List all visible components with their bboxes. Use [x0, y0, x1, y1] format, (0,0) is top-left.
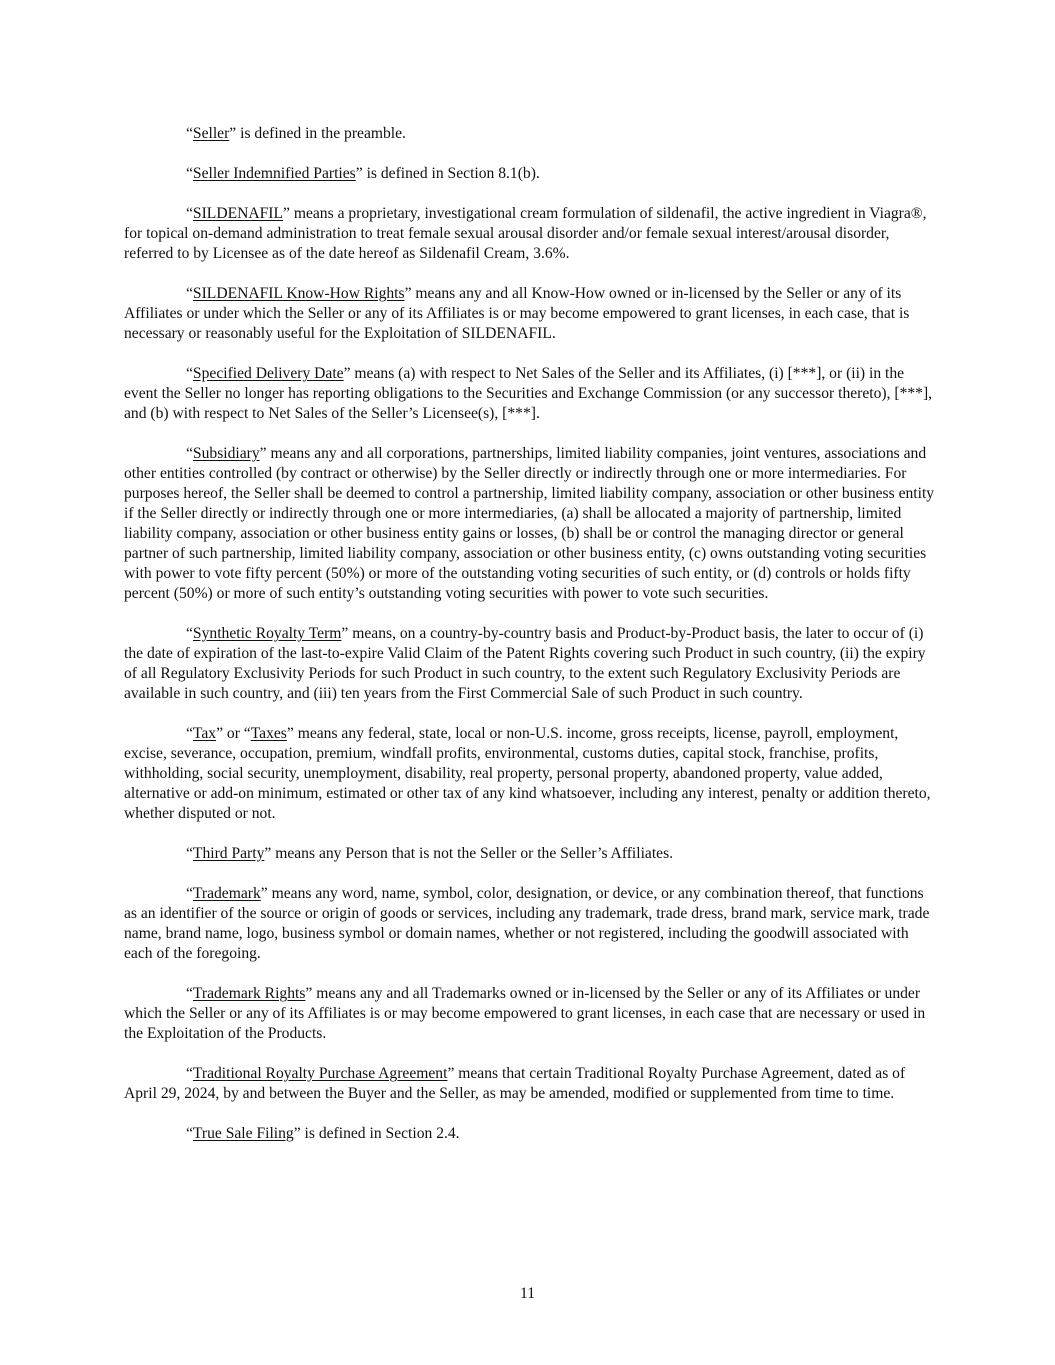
- page-number: 11: [519, 1285, 535, 1302]
- defined-term: SILDENAFIL Know-How Rights: [192, 285, 405, 302]
- definition-seller: “Seller” is defined in the preamble.: [186, 125, 406, 142]
- defined-term: Specified Delivery Date: [192, 365, 344, 382]
- defined-term: SILDENAFIL: [192, 205, 284, 222]
- definition-tax: “Tax” or “Taxes” means any federal, state, local or non-U.S. income, gross receipts, license, payroll, employment, excise, severance, occupation, premium, windfall profits, environmental, customs duties, capital stock, franchise, profits, withholding, social security, unemployment, disability, real property, personal property, abandoned property, value added, alternative or add-on minimum, estimated or other tax of any kind whatsoever, including any interest, penalty or addition thereto, whether disputed or not.: [124, 725, 931, 822]
- defined-term: Seller: [192, 125, 230, 142]
- defined-term: Trademark Rights: [192, 985, 306, 1002]
- defined-term: Synthetic Royalty Term: [192, 625, 342, 642]
- definition-trademark: “Trademark” means any word, name, symbol, color, designation, or device, or any combination thereof, that functions as an identifier of the source or origin of goods or services, including any trademark, trade dress, brand mark, service mark, trade name, brand name, logo, business symbol or domain names, whether or not registered, including the goodwill associated with each of the foregoing.: [124, 885, 930, 962]
- defined-term: True Sale Filing: [192, 1125, 294, 1142]
- definition-subsidiary: “Subsidiary” means any and all corporations, partnerships, limited liability companies, joint ventures, associations and other entities controlled (by contract or otherwise) by the Seller directly or indirectly through one or more intermediaries. For purposes hereof, the Seller shall be deemed to control a partnership, limited liability company, association or other business entity if the Seller directly or indirectly through one or more intermediaries, (a) shall be allocated a majority of partnership, limited liability company, association or other business entity gains or losses, (b) shall be or control the managing director or general partner of such partnership, limited liability company, association or other business entity, (c) owns outstanding voting securities with power to vote fifty percent (50%) or more of the outstanding voting securities of such entity, or (d) controls or holds fifty percent (50%) or more of such entity’s outstanding voting securities with power to vote such securities.: [124, 445, 935, 602]
- definition-third-party: “Third Party” means any Person that is not the Seller or the Seller’s Affiliates.: [186, 845, 674, 862]
- defined-term: Subsidiary: [192, 445, 260, 462]
- defined-term: Trademark: [192, 885, 261, 902]
- definition-seller-indemnified-parties: “Seller Indemnified Parties” is defined in Section 8.1(b).: [186, 165, 540, 182]
- defined-term: Third Party: [192, 845, 265, 862]
- defined-term: Traditional Royalty Purchase Agreement: [192, 1065, 448, 1082]
- defined-term: Taxes: [250, 725, 287, 742]
- defined-term: Seller Indemnified Parties: [192, 165, 356, 182]
- definition-synthetic-royalty-term: “Synthetic Royalty Term” means, on a country-by-country basis and Product-by-Product basis, the later to occur of (i) the date of expiration of the last-to-expire Valid Claim of the Patent Rights covering such Product in such country, (ii) the expiry of all Regulatory Exclusivity Periods for such Product in such country, to the extent such Regulatory Exclusivity Periods are available in such country, and (iii) ten years from the First Commercial Sale of such Product in such country.: [124, 625, 926, 702]
- definitions-list: [124, 124, 936, 1164]
- definition-sildenafil-know-how-rights: “SILDENAFIL Know-How Rights” means any and all Know-How owned or in-licensed by the Seller or any of its Affiliates or under which the Seller or any of its Affiliates is or may become empowered to grant licenses, in each case, that is necessary or reasonably useful for the Exploitation of SILDENAFIL.: [124, 285, 910, 342]
- definition-true-sale-filing: “True Sale Filing” is defined in Section 2.4.: [186, 1125, 460, 1142]
- definition-traditional-royalty-purchase-agreement: “Traditional Royalty Purchase Agreement” means that certain Traditional Royalty Purchase Agreement, dated as of April 29, 2024, by and between the Buyer and the Seller, as may be amended, modified or supplemented from time to time.: [124, 1065, 906, 1102]
- defined-term: Tax: [192, 725, 217, 742]
- definition-trademark-rights: “Trademark Rights” means any and all Trademarks owned or in-licensed by the Seller or any of its Affiliates or under which the Seller or any of its Affiliates is or may become empowered to grant licenses, in each case that are necessary or used in the Exploitation of the Products.: [124, 985, 926, 1042]
- definition-sildenafil: “SILDENAFIL” means a proprietary, investigational cream formulation of sildenafil, the active ingredient in Viagra®, for topical on-demand administration to treat female sexual arousal disorder and/or female sexual interest/arousal disorder, referred to by Licensee as of the date hereof as Sildenafil Cream, 3.6%.: [124, 205, 927, 262]
- definition-specified-delivery-date: “Specified Delivery Date” means (a) with respect to Net Sales of the Seller and its Affiliates, (i) [***], or (ii) in the event the Seller no longer has reporting obligations to the Securities and Exchange Commission (or any successor thereto), [***], and (b) with respect to Net Sales of the Seller’s Licensee(s), [***].: [124, 365, 933, 422]
